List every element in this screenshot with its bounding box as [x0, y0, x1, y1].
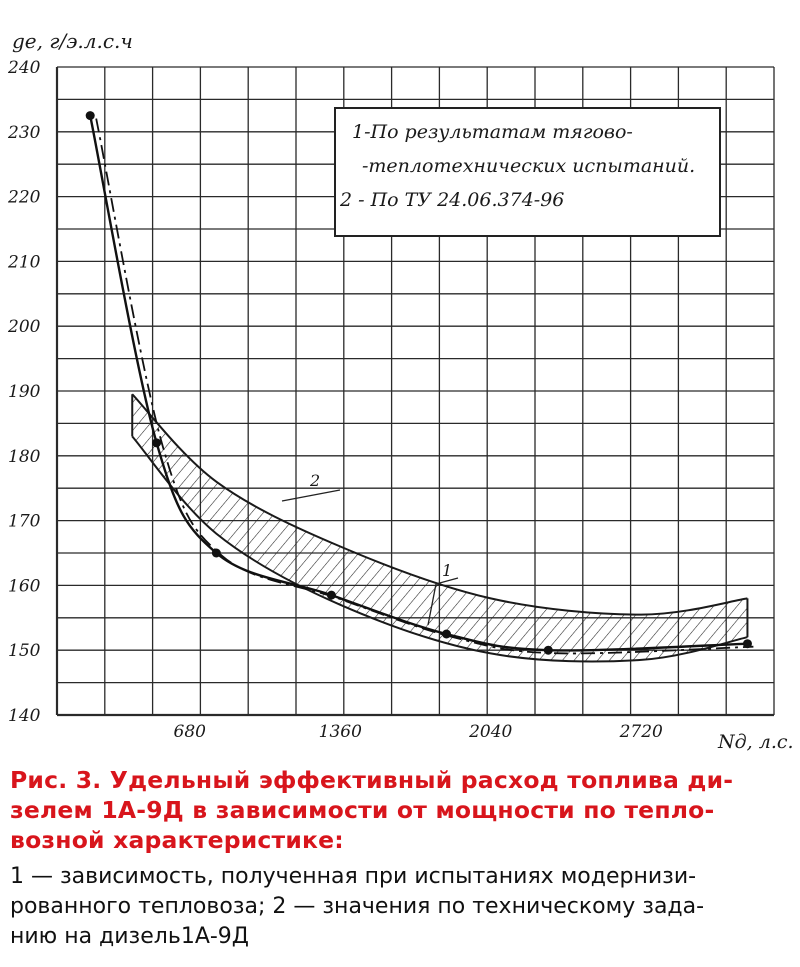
- series-1-point: [327, 591, 336, 600]
- y-tick-label: 140: [8, 706, 41, 726]
- series-1-point: [442, 630, 451, 639]
- x-tick-label: 2040: [469, 722, 513, 742]
- legend-line-1: 1-По результатам тягово-: [352, 121, 633, 143]
- figure-caption-body: 1 — зависимость, полученная при испытаниях модернизи- рованного тепловоза; 2 — значения по техническому зада- нию на дизель1А-9Д: [10, 864, 705, 949]
- y-tick-label: 200: [8, 317, 41, 338]
- y-tick-label: 210: [8, 252, 41, 273]
- band-2-label: [282, 471, 340, 501]
- series-1-point: [212, 549, 221, 558]
- y-tick-label: 180: [8, 446, 41, 467]
- figure-caption-title: Рис. 3. Удельный эффективный расход топлива ди- зелем 1А-9Д в зависимости от мощности по тепло- возной характеристике:: [10, 766, 734, 854]
- svg-text:1: 1: [442, 561, 453, 580]
- series-1-point: [152, 438, 161, 447]
- legend-box: [335, 108, 720, 236]
- svg-text:2: 2: [310, 471, 321, 490]
- series-1-point: [544, 646, 553, 655]
- y-tick-label: 230: [8, 122, 41, 143]
- legend-line-2: -теплотехнических испытаний.: [362, 155, 696, 177]
- y-tick-label: 170: [8, 511, 41, 532]
- y-tick-label: 150: [8, 641, 41, 662]
- legend-line-3: 2 - По ТУ 24.06.374-96: [340, 189, 565, 211]
- y-tick-label: 240: [8, 58, 41, 78]
- y-tick-label: 220: [8, 187, 41, 208]
- y-tick-label: 190: [8, 382, 41, 402]
- series-1-point: [743, 639, 752, 648]
- series-1-point: [86, 111, 95, 120]
- y-tick-label: 160: [8, 576, 41, 597]
- x-tick-label: 680: [173, 722, 207, 742]
- x-tick-label: 1360: [318, 722, 362, 742]
- x-axis-title: Nд, л.с.: [718, 731, 794, 753]
- x-tick-label: 2720: [619, 722, 663, 742]
- y-axis-title: gе, г/э.л.с.ч: [12, 29, 133, 53]
